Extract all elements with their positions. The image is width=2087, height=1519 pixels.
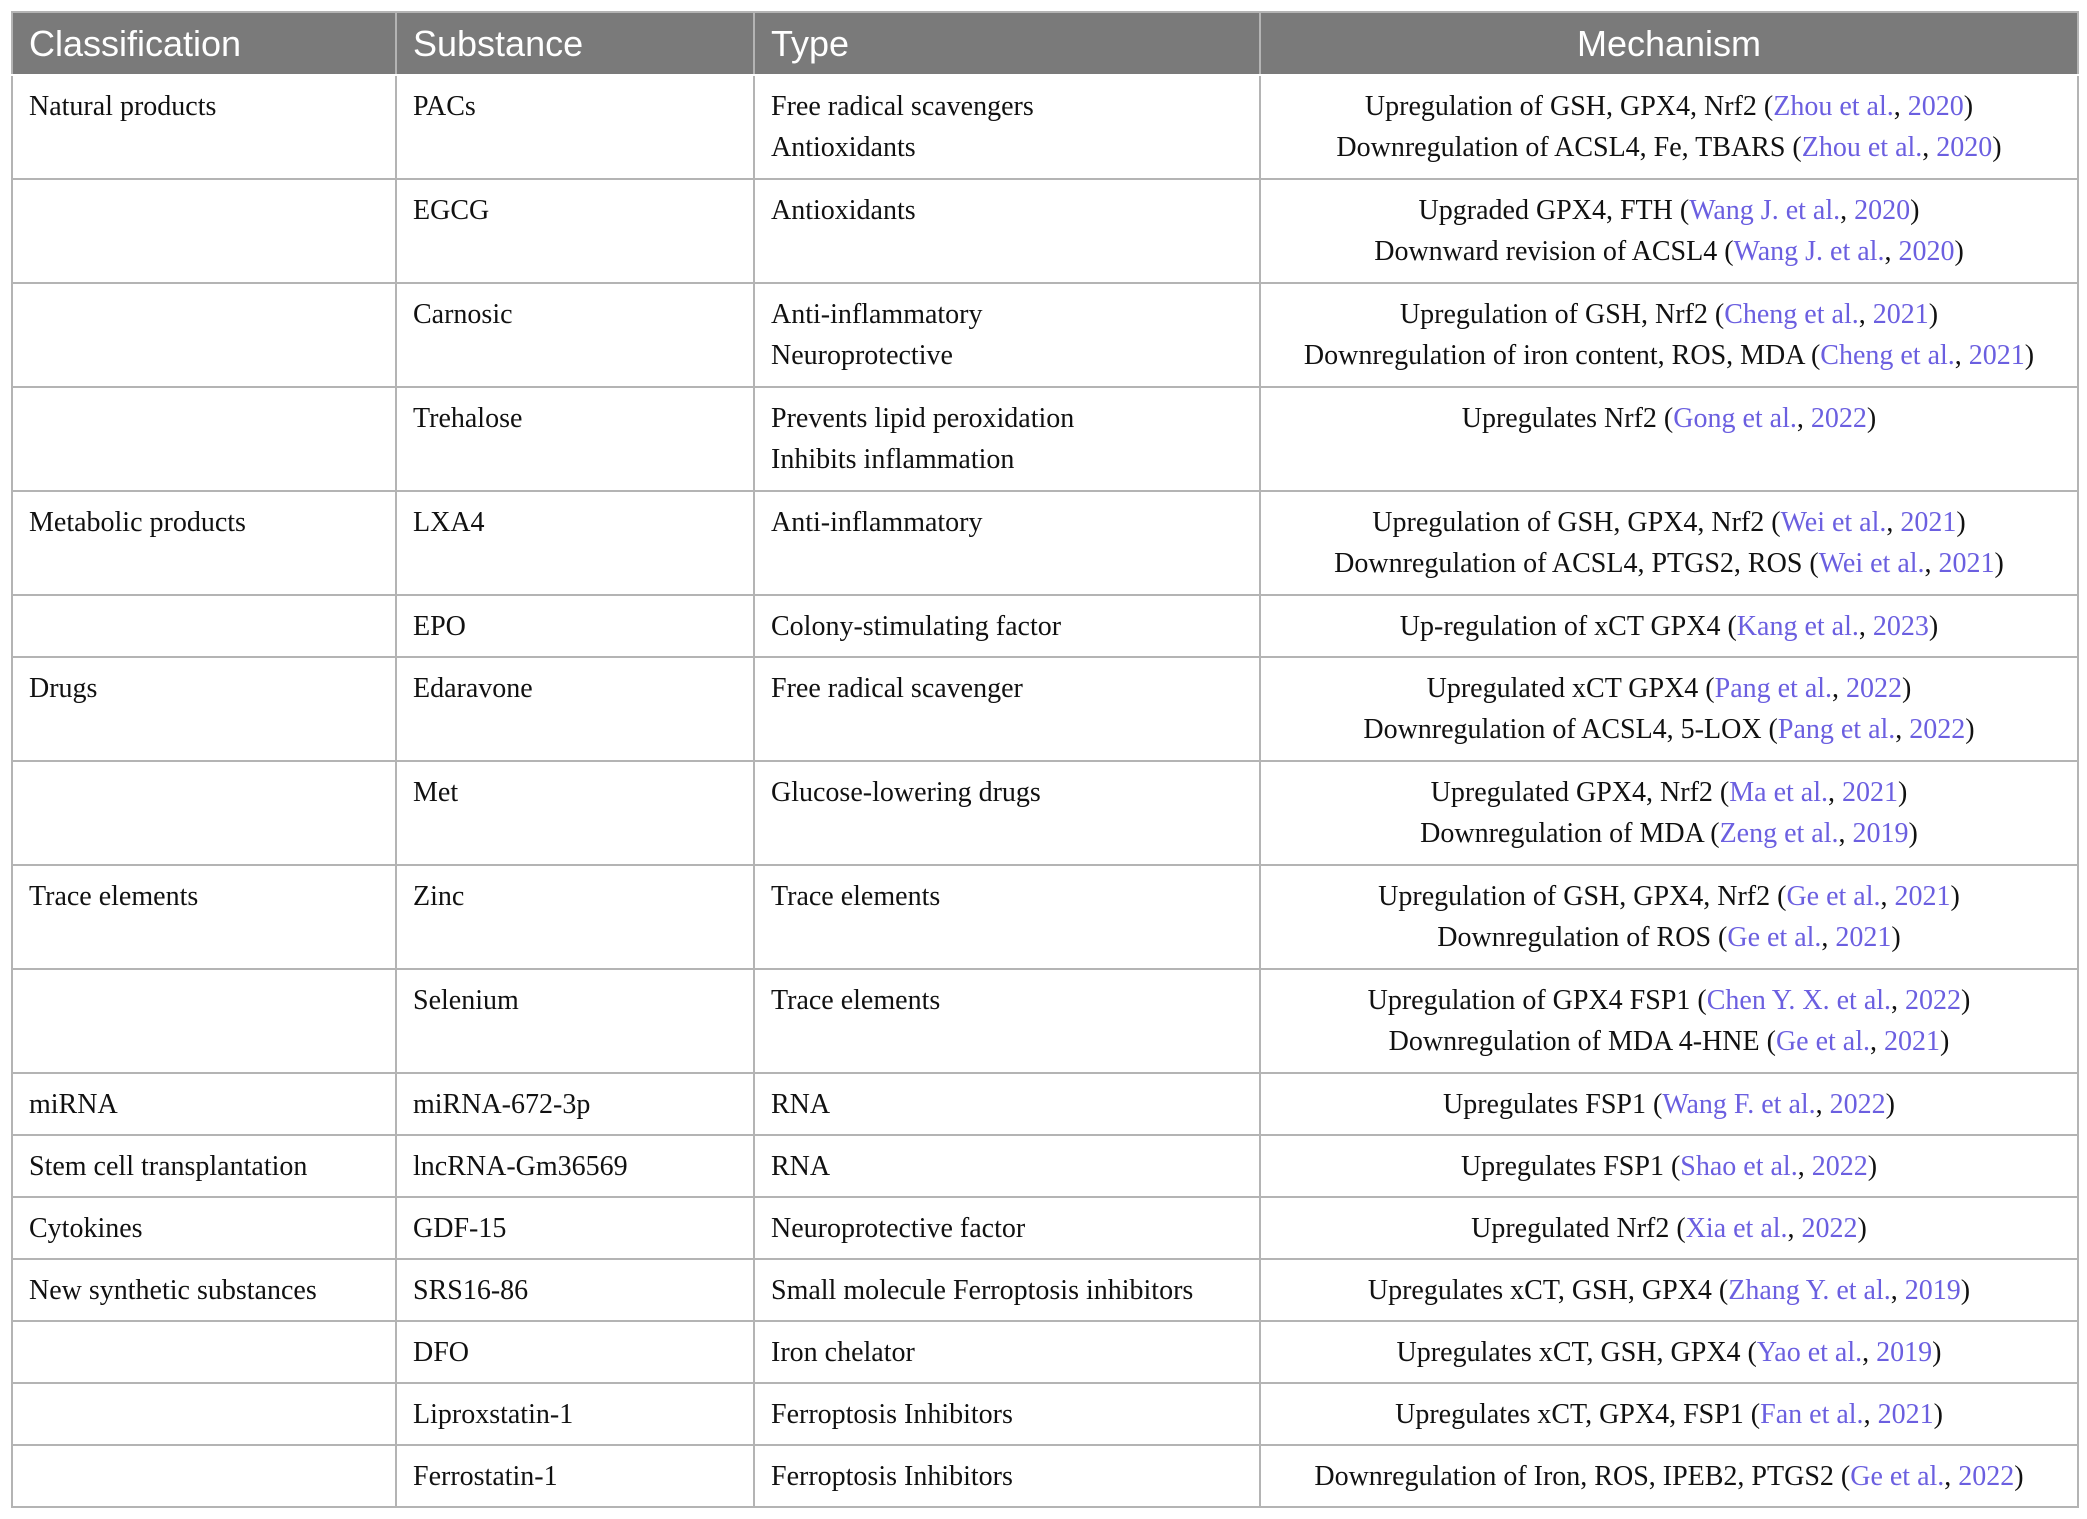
citation-year-link[interactable]: 2020 bbox=[1854, 195, 1911, 226]
type-line: Ferroptosis Inhibitors bbox=[771, 1399, 1013, 1430]
citation-link[interactable]: Cheng et al. bbox=[1820, 340, 1955, 371]
citation-separator: , bbox=[1954, 340, 1969, 371]
mechanism-text: Upregulation of GSH, GPX4, Nrf2 ( bbox=[1364, 91, 1774, 122]
cell-classification bbox=[12, 179, 396, 283]
citation-link[interactable]: Ge et al. bbox=[1775, 1026, 1870, 1057]
cell-mechanism bbox=[1260, 761, 2078, 865]
citation-close: ) bbox=[1994, 548, 2004, 579]
mechanism-text: Upgraded GPX4, FTH ( bbox=[1418, 195, 1690, 226]
mechanism-line bbox=[1269, 190, 2069, 231]
citation-separator: , bbox=[1797, 1151, 1812, 1182]
cell-substance: lncRNA-Gm36569 bbox=[396, 1135, 754, 1197]
citation-year-link[interactable]: 2022 bbox=[1958, 1461, 2015, 1492]
mechanism-text: Downregulation of Iron, ROS, IPEB2, PTGS2 ( bbox=[1314, 1461, 1851, 1492]
cell-mechanism bbox=[1260, 75, 2078, 179]
cell-type bbox=[754, 1445, 1260, 1507]
mechanism-text: Upregulation of GSH, GPX4, Nrf2 ( bbox=[1378, 881, 1787, 912]
mechanism-line bbox=[1269, 1456, 2069, 1497]
mechanism-line bbox=[1269, 876, 2069, 917]
citation-close: ) bbox=[1866, 403, 1877, 434]
header-type: Type bbox=[754, 12, 1260, 75]
citation-close: ) bbox=[1910, 195, 1920, 226]
cell-mechanism bbox=[1260, 865, 2078, 969]
mechanism-text: Upregulated xCT GPX4 ( bbox=[1426, 673, 1715, 704]
citation-close: ) bbox=[1961, 985, 1971, 1016]
table-row bbox=[12, 969, 2078, 1073]
type-line: Antioxidants bbox=[771, 195, 916, 226]
type-line: Prevents lipid peroxidation bbox=[771, 403, 1075, 434]
citation-year-link[interactable]: 2019 bbox=[1904, 1275, 1961, 1306]
citation-year-link[interactable]: 2021 bbox=[1894, 881, 1951, 912]
cell-substance: Ferrostatin-1 bbox=[396, 1445, 754, 1507]
mechanism-text: Upregulates FSP1 ( bbox=[1442, 1089, 1663, 1120]
table-row bbox=[12, 283, 2078, 387]
cell-substance: Liproxstatin-1 bbox=[396, 1383, 754, 1445]
citation-close: ) bbox=[1932, 1337, 1942, 1368]
mechanism-line bbox=[1269, 127, 2069, 168]
citation-link[interactable]: Cheng et al. bbox=[1724, 299, 1859, 330]
table-row bbox=[12, 1445, 2078, 1507]
type-line: Antioxidants bbox=[771, 132, 916, 163]
type-line: Free radical scavengers bbox=[771, 91, 1034, 122]
citation-close: ) bbox=[1908, 818, 1918, 849]
citation-link[interactable]: Wang J. et al. bbox=[1689, 195, 1841, 226]
citation-link[interactable]: Wang F. et al. bbox=[1662, 1089, 1816, 1120]
cell-substance: Trehalose bbox=[396, 387, 754, 491]
citation-year-link[interactable]: 2023 bbox=[1872, 611, 1929, 642]
citation-separator: , bbox=[1828, 777, 1842, 808]
citation-separator: , bbox=[1840, 195, 1855, 226]
cell-substance: Edaravone bbox=[396, 657, 754, 761]
cell-classification: Cytokines bbox=[12, 1197, 396, 1259]
citation-year-link[interactable]: 2019 bbox=[1852, 818, 1909, 849]
mechanism-text: Downregulation of MDA ( bbox=[1420, 818, 1720, 849]
type-line: Trace elements bbox=[771, 881, 941, 912]
citation-link[interactable]: Ge et al. bbox=[1786, 881, 1881, 912]
mechanism-text: Up-regulation of xCT GPX4 ( bbox=[1399, 611, 1737, 642]
ferroptosis-inhibitor-table-container bbox=[11, 11, 2077, 1508]
citation-year-link[interactable]: 2021 bbox=[1884, 1026, 1940, 1057]
table-body bbox=[12, 75, 2078, 1507]
cell-substance: Selenium bbox=[396, 969, 754, 1073]
citation-year-link[interactable]: 2019 bbox=[1876, 1337, 1933, 1368]
cell-classification bbox=[12, 761, 396, 865]
citation-year-link[interactable]: 2020 bbox=[1936, 132, 1993, 163]
cell-substance: GDF-15 bbox=[396, 1197, 754, 1259]
mechanism-line bbox=[1269, 502, 2069, 543]
citation-separator: , bbox=[1815, 1089, 1830, 1120]
type-line: Inhibits inflammation bbox=[771, 444, 1015, 475]
mechanism-text: Upregulation of GSH, Nrf2 ( bbox=[1399, 299, 1725, 330]
table-row bbox=[12, 657, 2078, 761]
mechanism-line bbox=[1269, 1270, 2069, 1311]
cell-classification: Metabolic products bbox=[12, 491, 396, 595]
citation-close: ) bbox=[1960, 1275, 1971, 1306]
mechanism-line bbox=[1269, 606, 2069, 647]
cell-classification bbox=[12, 1383, 396, 1445]
citation-close: ) bbox=[1928, 299, 1939, 330]
table-row bbox=[12, 1259, 2078, 1321]
cell-mechanism bbox=[1260, 1197, 2078, 1259]
mechanism-text: Upregulated Nrf2 ( bbox=[1471, 1213, 1686, 1244]
cell-classification: Stem cell transplantation bbox=[12, 1135, 396, 1197]
type-line: Ferroptosis Inhibitors bbox=[771, 1461, 1013, 1492]
citation-close: ) bbox=[1950, 881, 1960, 912]
mechanism-text: Upregulates FSP1 ( bbox=[1460, 1151, 1681, 1182]
mechanism-line bbox=[1269, 813, 2069, 854]
mechanism-line bbox=[1269, 980, 2069, 1021]
citation-year-link[interactable]: 2021 bbox=[1938, 548, 1995, 579]
mechanism-text: Downregulation of ACSL4, PTGS2, ROS ( bbox=[1334, 548, 1819, 579]
mechanism-line bbox=[1269, 917, 2069, 958]
table-row bbox=[12, 761, 2078, 865]
table-row bbox=[12, 387, 2078, 491]
cell-mechanism bbox=[1260, 387, 2078, 491]
citation-close: ) bbox=[2024, 340, 2035, 371]
mechanism-text: Downregulation of iron content, ROS, MDA ( bbox=[1303, 340, 1821, 371]
mechanism-line bbox=[1269, 398, 2069, 439]
citation-link[interactable]: Shao et al. bbox=[1680, 1151, 1798, 1182]
type-line: Neuroprotective bbox=[771, 340, 953, 371]
cell-classification bbox=[12, 595, 396, 657]
citation-close: ) bbox=[1963, 91, 1974, 122]
citation-separator: , bbox=[1870, 1026, 1884, 1057]
cell-classification: miRNA bbox=[12, 1073, 396, 1135]
cell-mechanism bbox=[1260, 969, 2078, 1073]
cell-type bbox=[754, 179, 1260, 283]
header-mechanism: Mechanism bbox=[1260, 12, 2078, 75]
type-line: Small molecule Ferroptosis inhibitors bbox=[771, 1275, 1194, 1306]
mechanism-line bbox=[1269, 1332, 2069, 1373]
citation-separator: , bbox=[1832, 673, 1847, 704]
cell-substance: Met bbox=[396, 761, 754, 865]
citation-year-link[interactable]: 2020 bbox=[1907, 91, 1964, 122]
mechanism-line bbox=[1269, 1394, 2069, 1435]
citation-link[interactable]: Ma et al. bbox=[1729, 777, 1828, 808]
citation-link[interactable]: Xia et al. bbox=[1685, 1213, 1788, 1244]
mechanism-text: Downregulation of ROS ( bbox=[1437, 922, 1728, 953]
cell-type bbox=[754, 969, 1260, 1073]
citation-link[interactable]: Pang et al. bbox=[1714, 673, 1833, 704]
cell-mechanism bbox=[1260, 657, 2078, 761]
citation-year-link[interactable]: 2021 bbox=[1842, 777, 1898, 808]
cell-type bbox=[754, 1383, 1260, 1445]
mechanism-text: Downregulation of ACSL4, Fe, TBARS ( bbox=[1336, 132, 1802, 163]
table-row bbox=[12, 1197, 2078, 1259]
cell-mechanism bbox=[1260, 1259, 2078, 1321]
mechanism-line bbox=[1269, 668, 2069, 709]
mechanism-text: Downward revision of ACSL4 ( bbox=[1374, 236, 1734, 267]
citation-separator: , bbox=[1922, 132, 1937, 163]
cell-substance: SRS16-86 bbox=[396, 1259, 754, 1321]
mechanism-line bbox=[1269, 86, 2069, 127]
citation-separator: , bbox=[1862, 1337, 1877, 1368]
cell-classification: Natural products bbox=[12, 75, 396, 179]
cell-mechanism bbox=[1260, 1073, 2078, 1135]
cell-type bbox=[754, 657, 1260, 761]
type-line: Iron chelator bbox=[771, 1337, 915, 1368]
citation-link[interactable]: Fan et al. bbox=[1760, 1399, 1864, 1430]
citation-link[interactable]: Yao et al. bbox=[1756, 1337, 1863, 1368]
mechanism-text: Upregulation of GPX4 FSP1 ( bbox=[1367, 985, 1707, 1016]
type-line: Neuroprotective factor bbox=[771, 1213, 1026, 1244]
cell-classification bbox=[12, 283, 396, 387]
citation-close: ) bbox=[1891, 922, 1901, 953]
cell-type bbox=[754, 1135, 1260, 1197]
mechanism-text: Upregulation of GSH, GPX4, Nrf2 ( bbox=[1372, 507, 1781, 538]
mechanism-text: Downregulation of ACSL4, 5-LOX ( bbox=[1363, 714, 1778, 745]
cell-type bbox=[754, 761, 1260, 865]
mechanism-text: Upregulated GPX4, Nrf2 ( bbox=[1430, 777, 1730, 808]
mechanism-text: Upregulates xCT, GSH, GPX4 ( bbox=[1367, 1275, 1729, 1306]
type-line: Trace elements bbox=[771, 985, 941, 1016]
cell-classification bbox=[12, 387, 396, 491]
citation-link[interactable]: Wei et al. bbox=[1780, 507, 1887, 538]
citation-year-link[interactable]: 2022 bbox=[1801, 1213, 1858, 1244]
citation-close: ) bbox=[1965, 714, 1975, 745]
mechanism-line bbox=[1269, 335, 2069, 376]
citation-link[interactable]: Gong et al. bbox=[1673, 403, 1797, 434]
cell-type bbox=[754, 1073, 1260, 1135]
citation-link[interactable]: Chen Y. X. et al. bbox=[1706, 985, 1892, 1016]
type-line: Anti-inflammatory bbox=[771, 507, 983, 538]
cell-substance: miRNA-672-3p bbox=[396, 1073, 754, 1135]
citation-close: ) bbox=[1898, 777, 1908, 808]
citation-year-link[interactable]: 2022 bbox=[1810, 403, 1867, 434]
cell-mechanism bbox=[1260, 1321, 2078, 1383]
citation-year-link[interactable]: 2021 bbox=[1835, 922, 1892, 953]
cell-mechanism bbox=[1260, 491, 2078, 595]
citation-separator: , bbox=[1890, 1275, 1905, 1306]
cell-classification bbox=[12, 1445, 396, 1507]
citation-separator: , bbox=[1891, 985, 1906, 1016]
cell-substance: PACs bbox=[396, 75, 754, 179]
citation-year-link[interactable]: 2022 bbox=[1846, 673, 1903, 704]
cell-type bbox=[754, 865, 1260, 969]
citation-close: ) bbox=[2014, 1461, 2024, 1492]
citation-year-link[interactable]: 2020 bbox=[1898, 236, 1955, 267]
citation-separator: , bbox=[1787, 1213, 1802, 1244]
citation-close: ) bbox=[1933, 1399, 1943, 1430]
table-row bbox=[12, 1383, 2078, 1445]
citation-separator: , bbox=[1858, 611, 1873, 642]
citation-year-link[interactable]: 2021 bbox=[1968, 340, 2025, 371]
citation-year-link[interactable]: 2022 bbox=[1905, 985, 1962, 1016]
citation-link[interactable]: Ge et al. bbox=[1727, 922, 1822, 953]
citation-year-link[interactable]: 2021 bbox=[1877, 1399, 1934, 1430]
cell-type bbox=[754, 491, 1260, 595]
cell-classification: Drugs bbox=[12, 657, 396, 761]
citation-link[interactable]: Wang J. et al. bbox=[1733, 236, 1885, 267]
citation-separator: , bbox=[1924, 548, 1939, 579]
citation-close: ) bbox=[1992, 132, 2002, 163]
citation-close: ) bbox=[1867, 1151, 1878, 1182]
table-row bbox=[12, 491, 2078, 595]
mechanism-text: Upregulates Nrf2 ( bbox=[1461, 403, 1674, 434]
cell-substance: DFO bbox=[396, 1321, 754, 1383]
mechanism-line bbox=[1269, 709, 2069, 750]
cell-classification: New synthetic substances bbox=[12, 1259, 396, 1321]
table-row bbox=[12, 595, 2078, 657]
citation-close: ) bbox=[1954, 236, 1964, 267]
citation-separator: , bbox=[1886, 507, 1901, 538]
header-row bbox=[12, 12, 2078, 75]
cell-mechanism bbox=[1260, 283, 2078, 387]
type-line: Colony-stimulating factor bbox=[771, 611, 1062, 642]
mechanism-text: Downregulation of MDA 4-HNE ( bbox=[1388, 1026, 1776, 1057]
citation-link[interactable]: Zhang Y. et al. bbox=[1728, 1275, 1891, 1306]
citation-close: ) bbox=[1902, 673, 1912, 704]
citation-separator: , bbox=[1880, 881, 1895, 912]
mechanism-line bbox=[1269, 1021, 2069, 1062]
citation-separator: , bbox=[1884, 236, 1899, 267]
type-line: Free radical scavenger bbox=[771, 673, 1023, 704]
mechanism-line bbox=[1269, 772, 2069, 813]
table-row bbox=[12, 75, 2078, 179]
cell-substance: Carnosic bbox=[396, 283, 754, 387]
cell-mechanism bbox=[1260, 1383, 2078, 1445]
citation-separator: , bbox=[1893, 91, 1908, 122]
mechanism-line bbox=[1269, 294, 2069, 335]
table-row bbox=[12, 1135, 2078, 1197]
table-row bbox=[12, 1073, 2078, 1135]
cell-classification: Trace elements bbox=[12, 865, 396, 969]
cell-mechanism bbox=[1260, 1135, 2078, 1197]
mechanism-text: Upregulates xCT, GPX4, FSP1 ( bbox=[1395, 1399, 1761, 1430]
mechanism-line bbox=[1269, 1084, 2069, 1125]
cell-substance: EGCG bbox=[396, 179, 754, 283]
cell-substance: LXA4 bbox=[396, 491, 754, 595]
table-row bbox=[12, 865, 2078, 969]
citation-separator: , bbox=[1796, 403, 1811, 434]
mechanism-line bbox=[1269, 231, 2069, 272]
cell-type bbox=[754, 1197, 1260, 1259]
citation-separator: , bbox=[1863, 1399, 1878, 1430]
citation-close: ) bbox=[1885, 1089, 1895, 1120]
citation-year-link[interactable]: 2021 bbox=[1872, 299, 1929, 330]
cell-type bbox=[754, 1321, 1260, 1383]
citation-separator: , bbox=[1944, 1461, 1959, 1492]
cell-mechanism bbox=[1260, 595, 2078, 657]
cell-type bbox=[754, 595, 1260, 657]
cell-classification bbox=[12, 969, 396, 1073]
citation-link[interactable]: Zhou et al. bbox=[1773, 91, 1894, 122]
citation-link[interactable]: Zhou et al. bbox=[1801, 132, 1923, 163]
cell-mechanism bbox=[1260, 179, 2078, 283]
citation-year-link[interactable]: 2021 bbox=[1900, 507, 1957, 538]
cell-substance: EPO bbox=[396, 595, 754, 657]
ferroptosis-inhibitor-table bbox=[11, 11, 2079, 1508]
type-line: RNA bbox=[771, 1151, 831, 1182]
table-header bbox=[12, 12, 2078, 75]
citation-year-link[interactable]: 2022 bbox=[1909, 714, 1966, 745]
citation-link[interactable]: Zeng et al. bbox=[1719, 818, 1839, 849]
citation-year-link[interactable]: 2022 bbox=[1811, 1151, 1868, 1182]
type-line: Anti-inflammatory bbox=[771, 299, 983, 330]
table-row bbox=[12, 1321, 2078, 1383]
citation-close: ) bbox=[1928, 611, 1939, 642]
cell-type bbox=[754, 387, 1260, 491]
citation-link[interactable]: Ge et al. bbox=[1850, 1461, 1945, 1492]
citation-separator: , bbox=[1821, 922, 1836, 953]
cell-type bbox=[754, 1259, 1260, 1321]
cell-substance: Zinc bbox=[396, 865, 754, 969]
citation-close: ) bbox=[1857, 1213, 1867, 1244]
table-row bbox=[12, 179, 2078, 283]
citation-year-link[interactable]: 2022 bbox=[1829, 1089, 1886, 1120]
cell-type bbox=[754, 283, 1260, 387]
citation-link[interactable]: Kang et al. bbox=[1736, 611, 1859, 642]
header-classification: Classification bbox=[12, 12, 396, 75]
type-line: Glucose-lowering drugs bbox=[771, 777, 1041, 808]
citation-separator: , bbox=[1895, 714, 1910, 745]
mechanism-line bbox=[1269, 1146, 2069, 1187]
citation-close: ) bbox=[1940, 1026, 1950, 1057]
cell-mechanism bbox=[1260, 1445, 2078, 1507]
type-line: RNA bbox=[771, 1089, 831, 1120]
citation-separator: , bbox=[1858, 299, 1873, 330]
header-substance: Substance bbox=[396, 12, 754, 75]
cell-classification bbox=[12, 1321, 396, 1383]
citation-link[interactable]: Pang et al. bbox=[1777, 714, 1896, 745]
citation-separator: , bbox=[1838, 818, 1853, 849]
mechanism-line bbox=[1269, 543, 2069, 584]
mechanism-text: Upregulates xCT, GSH, GPX4 ( bbox=[1396, 1337, 1757, 1368]
citation-link[interactable]: Wei et al. bbox=[1818, 548, 1925, 579]
cell-type bbox=[754, 75, 1260, 179]
mechanism-line bbox=[1269, 1208, 2069, 1249]
citation-close: ) bbox=[1956, 507, 1966, 538]
